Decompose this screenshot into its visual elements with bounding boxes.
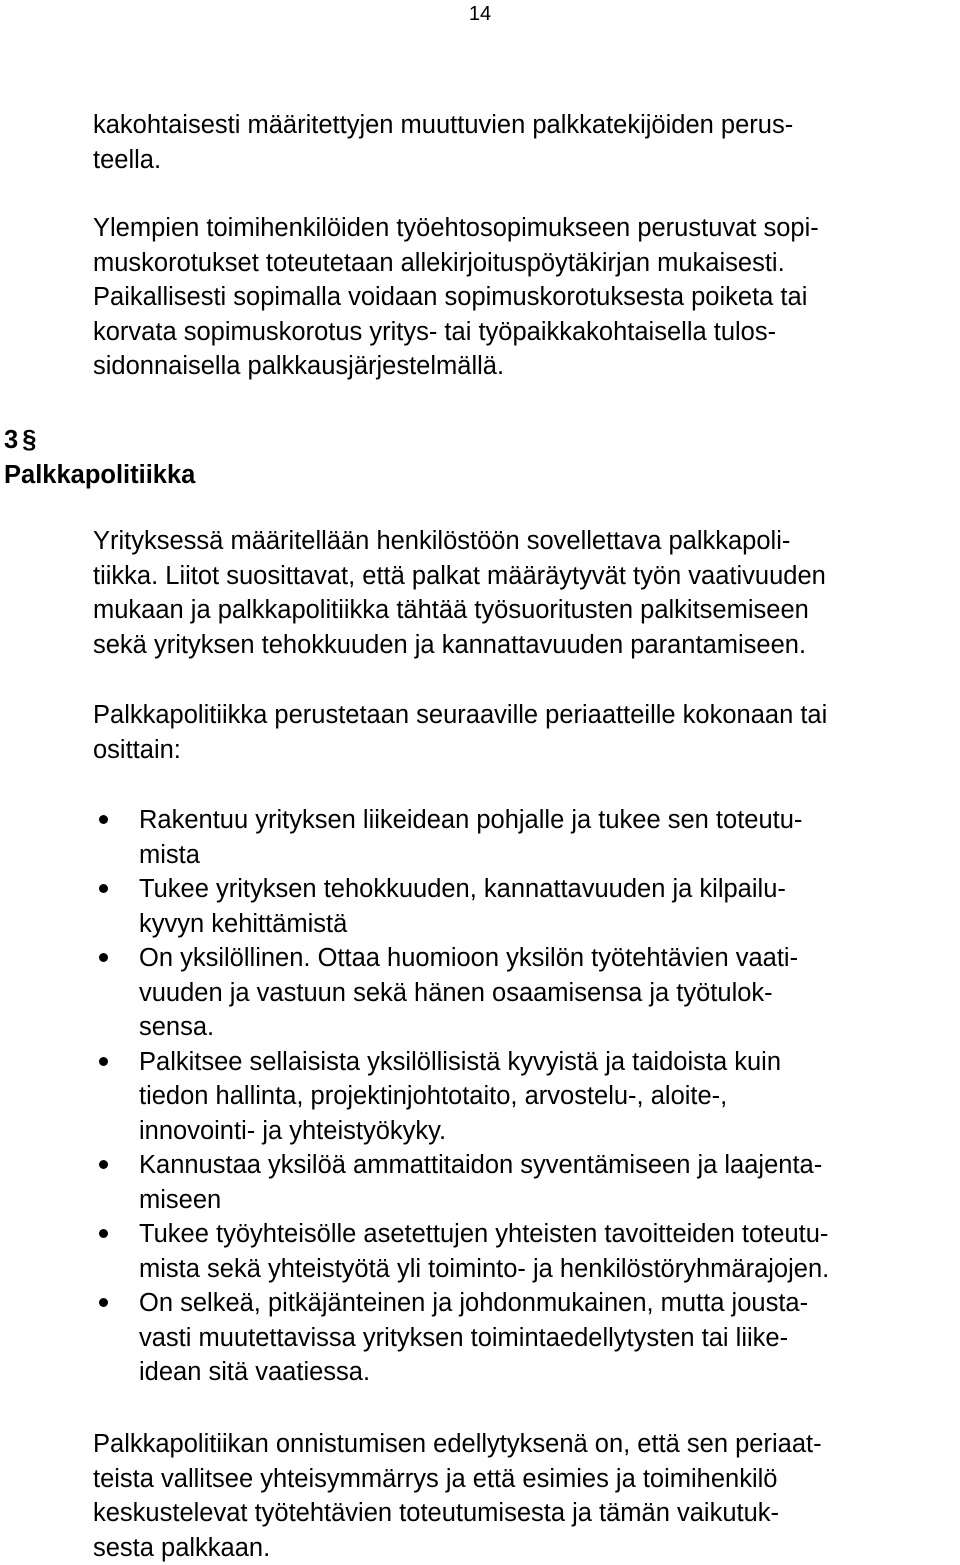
- section-number-line: [4, 423, 195, 458]
- paragraph-line: muskorotukset toteutetaan allekirjoituspöytäkirjan mukaisesti.: [93, 246, 819, 281]
- list-item-line: Rakentuu yrityksen liikeidean pohjalle ja tukee sen toteutu-: [139, 803, 829, 838]
- paragraph-line: kakohtaisesti määritettyjen muuttuvien palkkatekijöiden perus-: [93, 108, 793, 143]
- paragraph-line: mukaan ja palkkapolitiikka tähtää työsuoritusten palkitsemiseen: [93, 593, 826, 628]
- paragraph-line: sesta palkkaan.: [93, 1531, 822, 1565]
- list-item-line: tiedon hallinta, projektinjohtotaito, arvostelu-, aloite-,: [139, 1079, 829, 1114]
- list-item-line: miseen: [139, 1183, 829, 1218]
- list-item-line: kyvyn kehittämistä: [139, 907, 829, 942]
- list-item: [93, 1045, 829, 1149]
- list-item-line: Tukee työyhteisölle asetettujen yhteisten tavoitteiden toteutu-: [139, 1217, 829, 1252]
- list-item: [93, 872, 829, 941]
- section-number: 3: [4, 426, 18, 454]
- principles-list: [93, 803, 829, 1390]
- paragraph-4: [93, 698, 827, 767]
- list-item: [93, 1148, 829, 1217]
- page-number: 14: [0, 2, 960, 26]
- paragraph-2: [93, 211, 819, 384]
- paragraph-line: tiikka. Liitot suosittavat, että palkat määräytyvät työn vaativuuden: [93, 559, 826, 594]
- list-item: [93, 1286, 829, 1390]
- list-item: [93, 941, 829, 1045]
- list-item-line: Kannustaa yksilöä ammattitaidon syventämiseen ja laajenta-: [139, 1148, 829, 1183]
- list-item-line: On yksilöllinen. Ottaa huomioon yksilön työtehtävien vaati-: [139, 941, 829, 976]
- paragraph-line: korvata sopimuskorotus yritys- tai työpaikkakohtaisella tulos-: [93, 315, 819, 350]
- list-item-line: mista sekä yhteistyötä yli toiminto- ja henkilöstöryhmärajojen.: [139, 1252, 829, 1287]
- paragraph-line: Palkkapolitiikka perustetaan seuraaville periaatteille kokonaan tai: [93, 698, 827, 733]
- list-item-line: On selkeä, pitkäjänteinen ja johdonmukainen, mutta jousta-: [139, 1286, 829, 1321]
- paragraph-line: osittain:: [93, 733, 827, 768]
- paragraph-line: keskustelevat työtehtävien toteutumisesta ja tämän vaikutuk-: [93, 1496, 822, 1531]
- paragraph-line: sekä yrityksen tehokkuuden ja kannattavuuden parantamiseen.: [93, 628, 826, 663]
- list-item-line: sensa.: [139, 1010, 829, 1045]
- list-item-line: vuuden ja vastuun sekä hänen osaamisensa ja työtulok-: [139, 976, 829, 1011]
- list-item-line: innovointi- ja yhteistyökyky.: [139, 1114, 829, 1149]
- list-item: [93, 1217, 829, 1286]
- list-item-line: idean sitä vaatiessa.: [139, 1355, 829, 1390]
- list-item-line: vasti muutettavissa yrityksen toimintaedellytysten tai liike-: [139, 1321, 829, 1356]
- paragraph-line: Yrityksessä määritellään henkilöstöön sovellettava palkkapoli-: [93, 524, 826, 559]
- paragraph-line: sidonnaisella palkkausjärjestelmällä.: [93, 349, 819, 384]
- section-heading: [4, 423, 195, 492]
- paragraph-line: Paikallisesti sopimalla voidaan sopimuskorotuksesta poiketa tai: [93, 280, 819, 315]
- paragraph-line: teista vallitsee yhteisymmärrys ja että esimies ja toimihenkilö: [93, 1462, 822, 1497]
- section-sign: §: [22, 426, 36, 454]
- paragraph-line: Ylempien toimihenkilöiden työehtosopimukseen perustuvat sopi-: [93, 211, 819, 246]
- paragraph-5: [93, 1427, 822, 1565]
- list-item-line: Tukee yrityksen tehokkuuden, kannattavuuden ja kilpailu-: [139, 872, 829, 907]
- list-item-line: mista: [139, 838, 829, 873]
- section-title: Palkkapolitiikka: [4, 458, 195, 493]
- paragraph-1: [93, 108, 793, 177]
- list-item: [93, 803, 829, 872]
- list-item-line: Palkitsee sellaisista yksilöllisistä kyvyistä ja taidoista kuin: [139, 1045, 829, 1080]
- paragraph-3: [93, 524, 826, 662]
- paragraph-line: teella.: [93, 143, 793, 178]
- paragraph-line: Palkkapolitiikan onnistumisen edellytyksenä on, että sen periaat-: [93, 1427, 822, 1462]
